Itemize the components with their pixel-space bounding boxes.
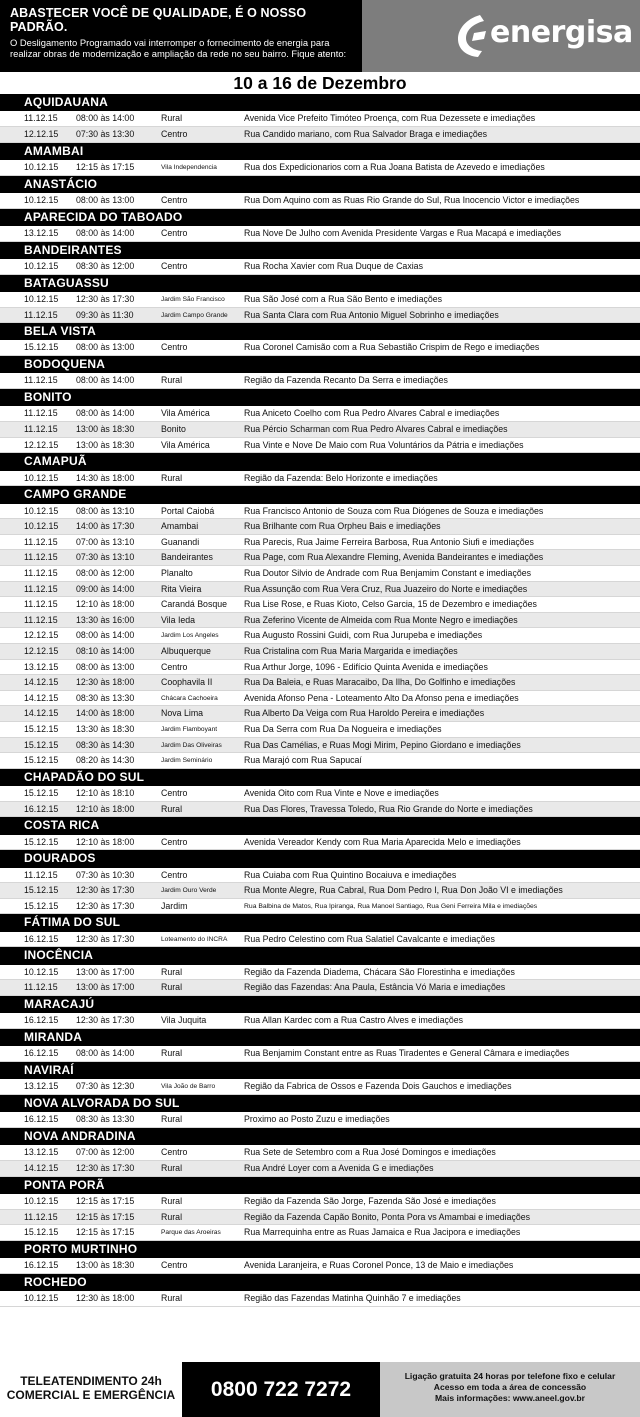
row-date: 15.12.15 <box>24 739 59 750</box>
row-place: Jardim <box>161 900 188 911</box>
row-address: Rua Arthur Jorge, 1096 - Edifício Quinta Avenida e imediações <box>244 661 488 672</box>
city-header: NAVIRAÍ <box>0 1062 640 1079</box>
schedule-row <box>0 160 640 176</box>
row-place: Rural <box>161 1293 183 1304</box>
row-date: 16.12.15 <box>24 803 59 814</box>
row-time: 08:00 às 13:00 <box>76 194 135 205</box>
row-time: 12:30 às 18:00 <box>76 677 135 688</box>
row-date: 12.12.15 <box>24 128 59 139</box>
row-place: Vila América <box>161 439 210 450</box>
row-address: Rua André Loyer com a Avenida G e imediações <box>244 1162 434 1173</box>
city-header: PONTA PORÃ <box>0 1177 640 1194</box>
city-header: BONITO <box>0 389 640 406</box>
schedule-row <box>0 691 640 707</box>
row-time: 14:30 às 18:00 <box>76 472 135 483</box>
row-place: Jardim Das Oliveiras <box>161 741 222 749</box>
row-time: 12:30 às 17:30 <box>76 885 135 896</box>
energisa-logo-icon <box>454 13 488 59</box>
schedule-row <box>0 753 640 769</box>
row-place: Jardim Los Angeles <box>161 632 219 640</box>
row-date: 10.12.15 <box>24 966 59 977</box>
row-time: 08:00 às 14:00 <box>76 113 135 124</box>
row-address: Rua dos Expedicionarios com a Rua Joana Batista de Azevedo e imediações <box>244 161 545 172</box>
row-address: Rua Brilhante com Rua Orpheu Bais e imediações <box>244 521 441 532</box>
logo-panel <box>362 0 640 72</box>
row-time: 14:00 às 17:30 <box>76 521 135 532</box>
row-place: Rural <box>161 803 183 814</box>
schedule-row <box>0 193 640 209</box>
row-place: Vila Juquita <box>161 1015 207 1026</box>
schedule-row <box>0 786 640 802</box>
row-time: 09:30 às 11:30 <box>76 309 134 320</box>
schedule-row <box>0 582 640 598</box>
row-place: Parque das Aroeiras <box>161 1229 221 1237</box>
teleatendimento-label <box>0 1362 182 1417</box>
row-date: 11.12.15 <box>24 982 58 993</box>
schedule-row <box>0 438 640 454</box>
row-time: 12:15 às 17:15 <box>76 1195 135 1206</box>
city-header: MARACAJÚ <box>0 996 640 1013</box>
row-address: Rua Page, com Rua Alexandre Fleming, Avenida Bandeirantes e imediações <box>244 552 544 563</box>
row-date: 10.12.15 <box>24 293 59 304</box>
row-date: 11.12.15 <box>24 309 58 320</box>
row-place: Bandeirantes <box>161 552 213 563</box>
row-time: 13:30 às 16:00 <box>76 614 135 625</box>
footer-info <box>380 1362 640 1417</box>
row-date: 11.12.15 <box>24 424 58 435</box>
teleatendimento-line2: COMERCIAL E EMERGÊNCIA <box>6 1388 176 1402</box>
row-address: Rua Monte Alegre, Rua Cabral, Rua Dom Pedro I, Rua Don João VI e imediações <box>244 885 563 896</box>
schedule-row <box>0 1258 640 1274</box>
city-header: CAMPO GRANDE <box>0 486 640 503</box>
row-address: Rua Sete de Setembro com a Rua José Domingos e imediações <box>244 1147 496 1158</box>
row-date: 15.12.15 <box>24 900 59 911</box>
row-date: 10.12.15 <box>24 1195 59 1206</box>
city-header: ROCHEDO <box>0 1274 640 1291</box>
row-place: Centro <box>161 661 188 672</box>
row-address: Rua Benjamim Constant entre as Ruas Tiradentes e General Câmara e imediações <box>244 1048 570 1059</box>
row-place: Jardim Flamboyant <box>161 725 218 733</box>
row-address: Rua Lise Rose, e Ruas Kioto, Celso Garcia, 15 de Dezembro e imediações <box>244 599 537 610</box>
row-place: Centro <box>161 128 188 139</box>
row-date: 10.12.15 <box>24 161 59 172</box>
row-place: Rural <box>161 1195 183 1206</box>
schedule-row <box>0 1225 640 1241</box>
row-date: 16.12.15 <box>24 1015 59 1026</box>
row-place: Centro <box>161 227 188 238</box>
schedule-row <box>0 373 640 389</box>
row-time: 08:00 às 13:00 <box>76 661 135 672</box>
schedule-row <box>0 1145 640 1161</box>
city-header: BODOQUENA <box>0 356 640 373</box>
row-time: 08:30 às 13:30 <box>76 1114 135 1125</box>
row-place: Centro <box>161 260 188 271</box>
schedule-row <box>0 706 640 722</box>
row-time: 13:00 às 18:30 <box>76 439 135 450</box>
city-header: BELA VISTA <box>0 323 640 340</box>
city-header: DOURADOS <box>0 850 640 867</box>
row-date: 15.12.15 <box>24 1227 59 1238</box>
row-date: 10.12.15 <box>24 260 59 271</box>
row-address: Região das Fazendas: Ana Paula, Estância Vó Maria e imediações <box>244 982 506 993</box>
schedule-row <box>0 980 640 996</box>
row-address: Rua Balbina de Matos, Rua Ipiranga, Rua Manoel Santiago, Rua Geni Ferreira Mila e imediações <box>244 902 538 910</box>
row-address: Região da Fazenda Capão Bonito, Ponta Pora vs Amambai e imediações <box>244 1211 531 1222</box>
row-place: Centro <box>161 1260 188 1271</box>
row-date: 13.12.15 <box>24 1081 59 1092</box>
row-address: Região da Fazenda São Jorge, Fazenda São José e imediações <box>244 1195 496 1206</box>
row-address: Rua Vinte e Nove De Maio com Rua Voluntários da Pátria e imediações <box>244 439 524 450</box>
row-place: Guanandi <box>161 536 200 547</box>
row-time: 12:30 às 17:30 <box>76 900 135 911</box>
header-banner <box>0 0 640 72</box>
row-address: Rua São José com a Rua São Bento e imediações <box>244 293 443 304</box>
row-address: Região da Fabrica de Ossos e Fazenda Dois Gauchos e imediações <box>244 1081 512 1092</box>
row-address: Rua Rocha Xavier com Rua Duque de Caxias <box>244 260 423 271</box>
row-time: 08:20 às 14:30 <box>76 755 135 766</box>
row-address: Avenida Oito com Rua Vinte e Nove e imediações <box>244 788 439 799</box>
row-place: Nova Lima <box>161 708 204 719</box>
row-time: 09:00 às 14:00 <box>76 583 135 594</box>
row-address: Rua Zeferino Vicente de Almeida com Rua Monte Negro e imediações <box>244 614 518 625</box>
city-header: FÁTIMA DO SUL <box>0 914 640 931</box>
row-place: Rural <box>161 375 183 386</box>
row-time: 07:30 às 12:30 <box>76 1081 135 1092</box>
header-text <box>10 6 355 59</box>
footer-info-line2: Acesso em toda a área de concessão <box>433 1382 587 1392</box>
row-time: 12:10 às 18:00 <box>76 803 135 814</box>
schedule-row <box>0 292 640 308</box>
row-date: 16.12.15 <box>24 933 59 944</box>
row-date: 15.12.15 <box>24 836 59 847</box>
row-time: 08:30 às 12:00 <box>76 260 135 271</box>
city-header: CAMAPUÃ <box>0 453 640 470</box>
row-place: Planalto <box>161 567 193 578</box>
schedule-row <box>0 644 640 660</box>
teleatendimento-line1: TELEATENDIMENTO 24h <box>20 1374 162 1388</box>
row-place: Vila Independencia <box>161 163 217 171</box>
row-address: Proximo ao Posto Zuzu e imediações <box>244 1114 390 1125</box>
row-date: 14.12.15 <box>24 1162 59 1173</box>
row-date: 14.12.15 <box>24 708 59 719</box>
row-time: 08:00 às 14:00 <box>76 227 135 238</box>
row-address: Rua Aniceto Coelho com Rua Pedro Alvares Cabral e imediações <box>244 408 500 419</box>
row-place: Portal Caiobá <box>161 505 215 516</box>
row-time: 07:00 às 13:10 <box>76 536 135 547</box>
schedule-row <box>0 597 640 613</box>
row-date: 15.12.15 <box>24 723 59 734</box>
row-place: Rural <box>161 1211 183 1222</box>
row-date: 11.12.15 <box>24 552 58 563</box>
row-place: Bonito <box>161 424 186 435</box>
row-address: Rua Marajó com Rua Sapucaí <box>244 755 362 766</box>
row-place: Coophavila II <box>161 677 213 688</box>
schedule-row <box>0 965 640 981</box>
row-date: 11.12.15 <box>24 583 58 594</box>
row-address: Rua Cuiaba com Rua Quintino Bocaiuva e imediações <box>244 869 457 880</box>
schedule-row <box>0 127 640 143</box>
row-address: Região da Fazenda: Belo Horizonte e imediações <box>244 472 438 483</box>
row-place: Rural <box>161 1114 183 1125</box>
schedule-row <box>0 406 640 422</box>
row-time: 12:15 às 17:15 <box>76 1227 135 1238</box>
schedule-row <box>0 422 640 438</box>
schedule-row <box>0 340 640 356</box>
row-place: Rural <box>161 1048 183 1059</box>
row-date: 13.12.15 <box>24 227 59 238</box>
schedule-row <box>0 722 640 738</box>
row-place: Centro <box>161 869 188 880</box>
row-place: Jardim São Francisco <box>161 295 225 303</box>
row-time: 08:00 às 14:00 <box>76 375 135 386</box>
schedule-row <box>0 1161 640 1177</box>
schedule-row <box>0 899 640 915</box>
row-date: 14.12.15 <box>24 692 59 703</box>
row-time: 12:30 às 18:00 <box>76 1293 135 1304</box>
schedule-list <box>0 94 640 1307</box>
row-date: 14.12.15 <box>24 677 59 688</box>
row-time: 14:00 às 18:00 <box>76 708 135 719</box>
row-address: Rua Cristalina com Rua Maria Margarida e imediações <box>244 645 458 656</box>
city-header: PORTO MURTINHO <box>0 1241 640 1258</box>
city-header: AQUIDAUANA <box>0 94 640 111</box>
row-time: 07:30 às 13:10 <box>76 552 135 563</box>
row-address: Rua Da Serra com Rua Da Nogueira e imediações <box>244 723 442 734</box>
row-time: 08:00 às 14:00 <box>76 408 135 419</box>
schedule-row <box>0 675 640 691</box>
row-time: 13:00 às 17:00 <box>76 966 135 977</box>
footer <box>0 1362 640 1417</box>
row-address: Rua Doutor Silvio de Andrade com Rua Benjamim Constant e imediações <box>244 567 532 578</box>
schedule-row <box>0 111 640 127</box>
row-address: Rua Pedro Celestino com Rua Salatiel Cavalcante e imediações <box>244 933 495 944</box>
row-address: Região da Fazenda Recanto Da Serra e imediações <box>244 375 448 386</box>
row-place: Rural <box>161 982 183 993</box>
row-date: 11.12.15 <box>24 567 58 578</box>
row-place: Jardim Campo Grande <box>161 311 228 319</box>
row-place: Vila Ieda <box>161 614 196 625</box>
row-address: Avenida Laranjeira, e Ruas Coronel Ponce, 13 de Maio e imediações <box>244 1260 514 1271</box>
row-time: 13:00 às 18:30 <box>76 1260 135 1271</box>
schedule-row <box>0 738 640 754</box>
row-date: 11.12.15 <box>24 1211 58 1222</box>
city-header: BATAGUASSU <box>0 275 640 292</box>
schedule-row <box>0 566 640 582</box>
row-address: Rua Da Baleia, e Ruas Maracaibo, Da Ilha, Do Golfinho e imediações <box>244 677 516 688</box>
row-time: 08:30 às 14:30 <box>76 739 135 750</box>
row-address: Rua Augusto Rossini Guidi, com Rua Jurupeba e imediações <box>244 630 483 641</box>
row-address: Rua Nove De Julho com Avenida Presidente Vargas e Rua Macapá e imediações <box>244 227 562 238</box>
row-address: Região da Fazenda Diadema, Chácara São Florestinha e imediações <box>244 966 515 977</box>
header-body: O Desligamento Programado vai interromper o fornecimento de energia para realizar obras de modernização e ampliação da rede no seu bairro. Fique atento: <box>10 37 347 59</box>
row-time: 13:30 às 18:30 <box>76 723 135 734</box>
row-place: Loteamento do INCRA <box>161 935 228 943</box>
row-date: 11.12.15 <box>24 869 58 880</box>
row-place: Rita Vieira <box>161 583 202 594</box>
row-time: 12:30 às 17:30 <box>76 933 135 944</box>
row-date: 11.12.15 <box>24 408 58 419</box>
schedule-row <box>0 1013 640 1029</box>
schedule-row <box>0 1079 640 1095</box>
row-time: 12:10 às 18:00 <box>76 599 135 610</box>
row-place: Centro <box>161 1147 188 1158</box>
row-time: 08:00 às 13:00 <box>76 342 135 353</box>
city-header: MIRANDA <box>0 1029 640 1046</box>
row-date: 10.12.15 <box>24 521 59 532</box>
row-place: Chácara Cachoeira <box>161 694 218 702</box>
row-date: 13.12.15 <box>24 661 59 672</box>
row-date: 11.12.15 <box>24 536 58 547</box>
city-header: APARECIDA DO TABOADO <box>0 209 640 226</box>
row-place: Jardim Ouro Verde <box>161 887 217 895</box>
city-header: BANDEIRANTES <box>0 242 640 259</box>
city-header: CHAPADÃO DO SUL <box>0 769 640 786</box>
city-header: ANASTÁCIO <box>0 176 640 193</box>
row-address: Rua Dom Aquino com as Ruas Rio Grande do Sul, Rua Inocencio Victor e imediações <box>244 194 580 205</box>
schedule-row <box>0 519 640 535</box>
row-address: Rua Candido mariano, com Rua Salvador Braga e imediações <box>244 128 488 139</box>
row-date: 15.12.15 <box>24 788 59 799</box>
schedule-row <box>0 868 640 884</box>
row-time: 12:30 às 17:30 <box>76 1015 135 1026</box>
row-place: Rural <box>161 113 183 124</box>
schedule-row <box>0 1194 640 1210</box>
schedule-row <box>0 932 640 948</box>
row-place: Rural <box>161 966 183 977</box>
schedule-row <box>0 628 640 644</box>
schedule-row <box>0 1210 640 1226</box>
row-date: 11.12.15 <box>24 113 58 124</box>
row-time: 08:00 às 12:00 <box>76 567 135 578</box>
row-date: 13.12.15 <box>24 1147 59 1158</box>
phone-number: 0800 722 7272 <box>182 1362 380 1417</box>
schedule-row <box>0 1291 640 1307</box>
schedule-row <box>0 226 640 242</box>
row-date: 15.12.15 <box>24 755 59 766</box>
row-time: 08:30 às 13:30 <box>76 692 135 703</box>
city-header: AMAMBAI <box>0 143 640 160</box>
schedule-row <box>0 835 640 851</box>
row-time: 12:10 às 18:00 <box>76 836 135 847</box>
schedule-row <box>0 471 640 487</box>
city-header: COSTA RICA <box>0 817 640 834</box>
row-date: 15.12.15 <box>24 342 59 353</box>
row-place: Centro <box>161 194 188 205</box>
row-address: Avenida Vereador Kendy com Rua Maria Aparecida Melo e imediações <box>244 836 521 847</box>
row-date: 12.12.15 <box>24 439 59 450</box>
city-header: NOVA ANDRADINA <box>0 1128 640 1145</box>
row-address: Rua Assunção com Rua Vera Cruz, Rua Juazeiro do Norte e imediações <box>244 583 528 594</box>
row-address: Rua Alberto Da Veiga com Rua Haroldo Pereira e imediações <box>244 708 485 719</box>
row-address: Avenida Afonso Pena - Loteamento Alto Da Afonso pena e imediações <box>244 692 519 703</box>
schedule-row <box>0 613 640 629</box>
row-address: Rua Allan Kardec com a Rua Castro Alves e imediações <box>244 1015 464 1026</box>
row-time: 08:00 às 13:10 <box>76 505 135 516</box>
row-place: Albuquerque <box>161 645 211 656</box>
header-title: ABASTECER VOCÊ DE QUALIDADE, É O NOSSO PADRÃO. <box>10 6 307 34</box>
row-place: Amambai <box>161 521 199 532</box>
schedule-row <box>0 1046 640 1062</box>
city-header: NOVA ALVORADA DO SUL <box>0 1095 640 1112</box>
schedule-row <box>0 504 640 520</box>
row-date: 12.12.15 <box>24 630 59 641</box>
row-place: Vila João de Barro <box>161 1083 216 1091</box>
schedule-row <box>0 883 640 899</box>
schedule-row <box>0 550 640 566</box>
row-date: 15.12.15 <box>24 885 59 896</box>
row-date: 12.12.15 <box>24 645 59 656</box>
schedule-row <box>0 308 640 324</box>
row-place: Rural <box>161 472 183 483</box>
row-date: 10.12.15 <box>24 1293 59 1304</box>
footer-info-line3: Mais informações: www.aneel.gov.br <box>435 1393 585 1403</box>
row-time: 13:00 às 17:00 <box>76 982 135 993</box>
row-time: 07:30 às 10:30 <box>76 869 135 880</box>
row-place: Centro <box>161 836 188 847</box>
row-address: Região das Fazendas Matinha Quinhão 7 e imediações <box>244 1293 461 1304</box>
schedule-row <box>0 535 640 551</box>
row-date: 16.12.15 <box>24 1048 59 1059</box>
row-date: 10.12.15 <box>24 472 59 483</box>
row-time: 12:30 às 17:30 <box>76 1162 135 1173</box>
row-address: Rua Coronel Camisão com a Rua Sebastião Crispim de Rego e imediações <box>244 342 540 353</box>
schedule-row <box>0 259 640 275</box>
energisa-logo-text: energisa <box>490 15 633 50</box>
week-title: 10 a 16 de Dezembro <box>233 73 407 93</box>
city-header: INOCÊNCIA <box>0 947 640 964</box>
row-place: Centro <box>161 788 188 799</box>
row-date: 16.12.15 <box>24 1114 59 1125</box>
row-time: 08:00 às 14:00 <box>76 630 135 641</box>
row-place: Centro <box>161 342 188 353</box>
row-time: 12:15 às 17:15 <box>76 1211 135 1222</box>
row-place: Vila América <box>161 408 210 419</box>
row-date: 10.12.15 <box>24 194 59 205</box>
row-place: Jardim Seminário <box>161 757 213 765</box>
row-address: Rua Marrequinha entre as Ruas Jamaica e Rua Jacipora e imediações <box>244 1227 521 1238</box>
row-date: 11.12.15 <box>24 599 58 610</box>
row-address: Rua Das Flores, Travessa Toledo, Rua Rio Grande do Norte e imediações <box>244 803 533 814</box>
row-address: Rua Pércio Scharman com Rua Pedro Alvares Cabral e imediações <box>244 424 508 435</box>
schedule-row <box>0 802 640 818</box>
row-time: 08:10 às 14:00 <box>76 645 135 656</box>
schedule-row <box>0 660 640 676</box>
row-place: Carandá Bosque <box>161 599 228 610</box>
row-date: 11.12.15 <box>24 614 58 625</box>
row-time: 13:00 às 18:30 <box>76 424 135 435</box>
footer-info-line1: Ligação gratuita 24 horas por telefone fixo e celular <box>404 1371 616 1381</box>
row-time: 07:30 às 13:30 <box>76 128 135 139</box>
row-date: 11.12.15 <box>24 375 58 386</box>
row-time: 12:10 às 18:10 <box>76 788 135 799</box>
row-place: Rural <box>161 1162 183 1173</box>
row-date: 16.12.15 <box>24 1260 59 1271</box>
row-address: Rua Francisco Antonio de Souza com Rua Diógenes de Souza e imediações <box>244 505 544 516</box>
row-time: 07:00 às 12:00 <box>76 1147 135 1158</box>
row-time: 12:30 às 17:30 <box>76 293 135 304</box>
row-time: 08:00 às 14:00 <box>76 1048 135 1059</box>
row-time: 12:15 às 17:15 <box>76 161 135 172</box>
row-date: 10.12.15 <box>24 505 59 516</box>
row-address: Rua Parecis, Rua Jaime Ferreira Barbosa, Rua Antonio Siufi e imediações <box>244 536 534 547</box>
row-address: Rua Santa Clara com Rua Antonio Miguel Sobrinho e imediações <box>244 309 499 320</box>
schedule-row <box>0 1112 640 1128</box>
row-address: Avenida Vice Prefeito Timóteo Proença, com Rua Dezessete e imediações <box>244 113 536 124</box>
row-address: Rua Das Camélias, e Ruas Mogi Mirim, Pepino Giordano e imediações <box>244 739 521 750</box>
